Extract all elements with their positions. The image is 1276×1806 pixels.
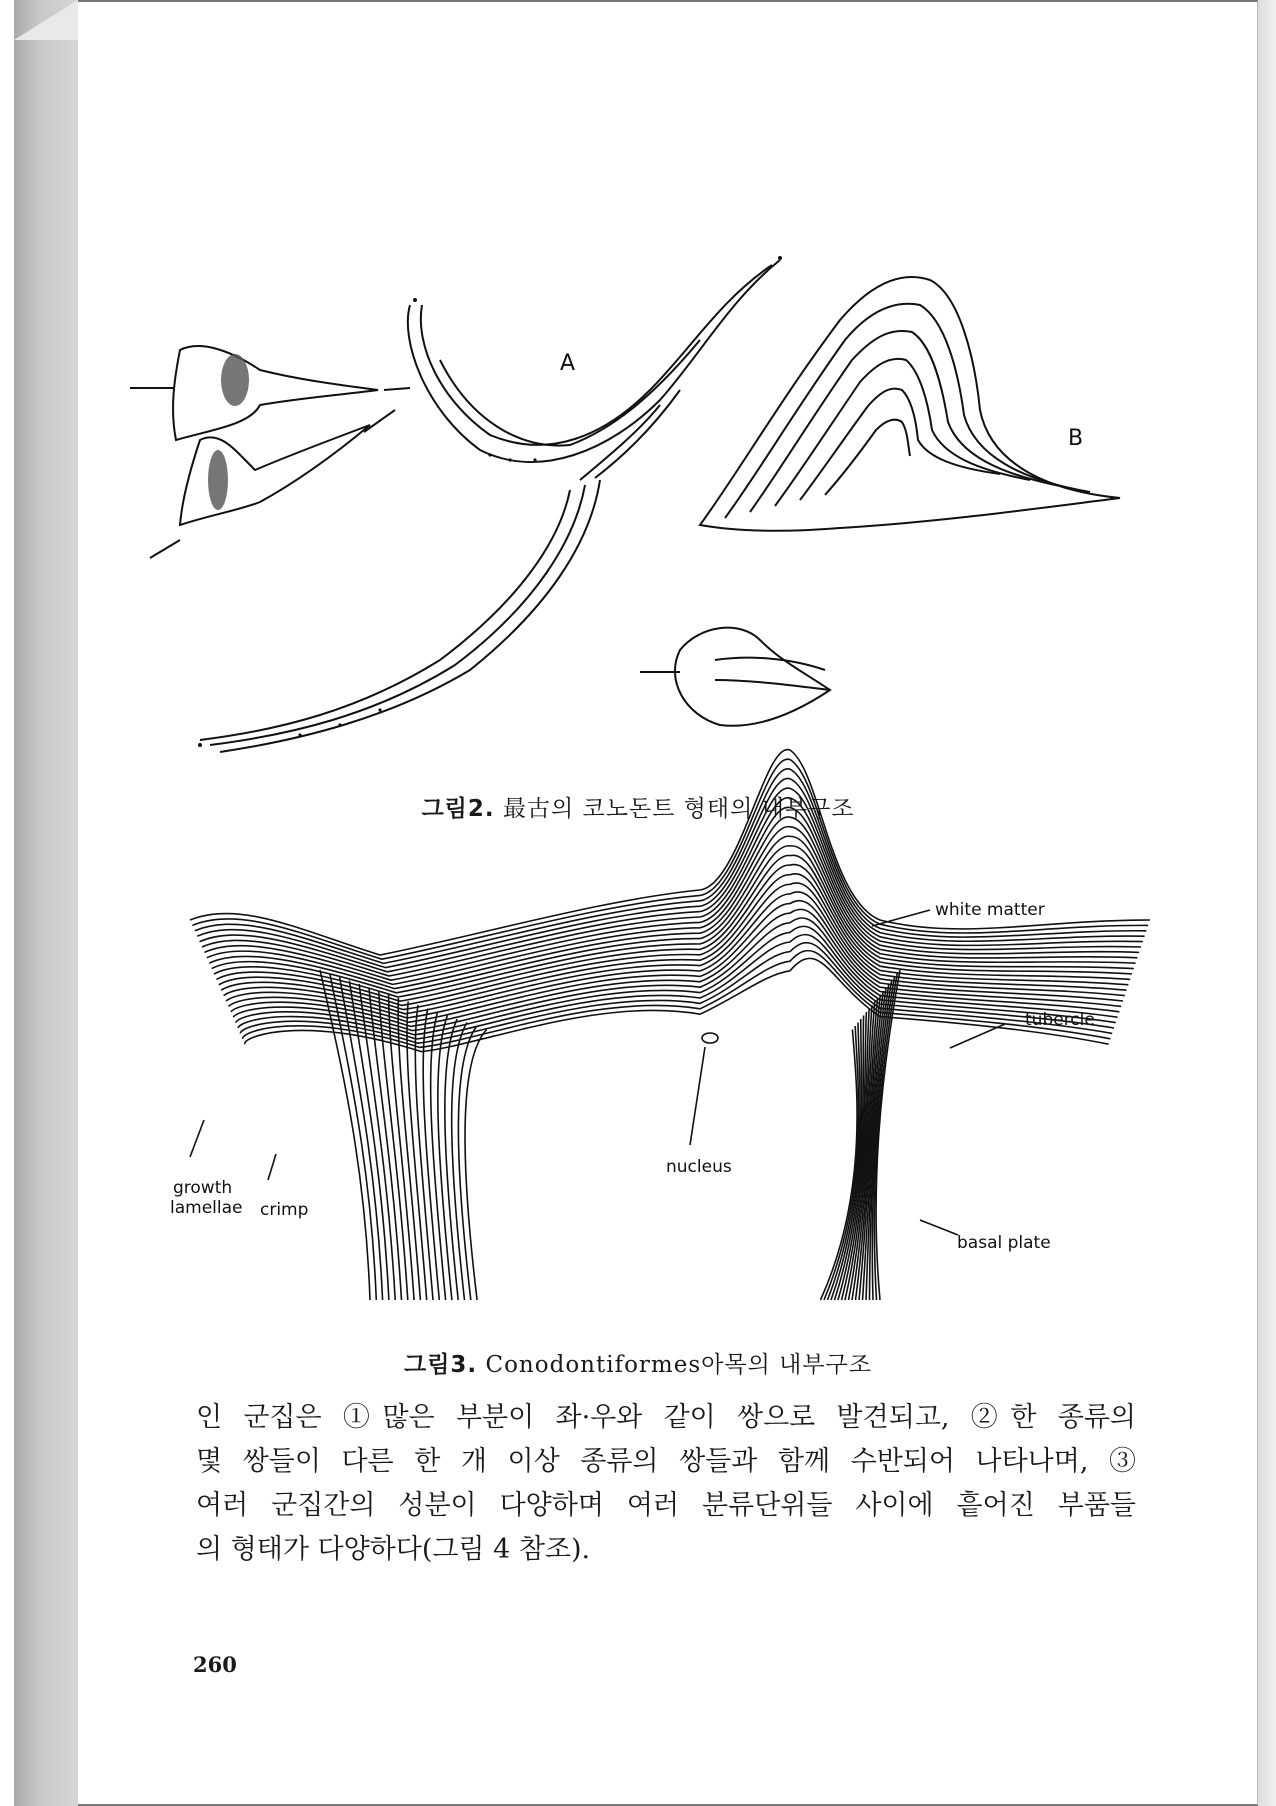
figure-3-conodont-cross-section [170,860,1170,1320]
label-basal-plate: basal plate [957,1233,1051,1253]
basal-lamella-line [465,1030,857,1301]
basal-lamella-line [389,995,881,1301]
element-a-lamellae [200,260,780,752]
body-line: 의 형태가 다양하다(그림 4 참조). [196,1534,591,1565]
figure-2-label-a: A [560,351,576,376]
label-nucleus: nucleus [666,1157,732,1177]
nucleus-mark [702,1033,718,1043]
basal-lamella-line [369,988,886,1301]
basal-lamella-line [398,998,877,1300]
page-number: 260 [193,1652,237,1677]
basal-lamella-line [379,991,883,1300]
basal-lamella-line [431,1012,867,1300]
basal-lamella-line [423,1009,869,1301]
basal-lamella-line [445,1019,862,1300]
element-b-lamellae [700,277,1120,531]
label-lamellae: lamellae [170,1198,243,1218]
page-edge [1258,0,1276,1806]
body-line: 몇 쌍들이 다른 한 개 이상 종류의 쌍들과 함께 수반되어 나타나며, ③ [196,1446,1136,1477]
element-small-lamellae [640,628,830,726]
book-spine [14,0,80,1806]
basal-lamella-line [330,974,897,1301]
element-a-stipple [198,256,782,747]
figure-3-caption-label: 그림3. [403,1352,478,1378]
figure-2-label-b: B [1068,426,1084,451]
growth-lamella-line [214,846,1132,997]
figure-2-conodont-drawing [140,240,1140,770]
body-line: 여러 군집간의 성분이 다양하며 여러 분류단위들 사이에 흩어진 부품들 [196,1490,1136,1521]
figure-2-caption-text: 最古의 코노돈트 형태의 내부구조 [502,796,855,822]
basal-lamella-line [415,1005,872,1300]
basal-lamella-line [349,981,891,1301]
figure-2-caption-label: 그림2. [421,796,495,822]
basal-lamella-line [458,1026,858,1300]
label-white-matter: white matter [935,900,1045,920]
label-growth: growth [173,1178,233,1198]
figure-2-caption [0,790,1276,823]
basal-lamella-line [438,1016,864,1301]
label-tubercle: tubercle [1025,1010,1095,1030]
basal-lamella-line [452,1023,860,1301]
figure-3-caption [0,1346,1276,1379]
label-crimp: crimp [260,1200,309,1220]
figure-3-caption-text: Conodontiformes아목의 내부구조 [485,1352,872,1378]
body-line: 인 군집은 ①많은 부분이 좌·우와 같이 쌍으로 발견되고, ②한 종류의 [196,1402,1136,1433]
body-paragraph [196,1396,1136,1572]
